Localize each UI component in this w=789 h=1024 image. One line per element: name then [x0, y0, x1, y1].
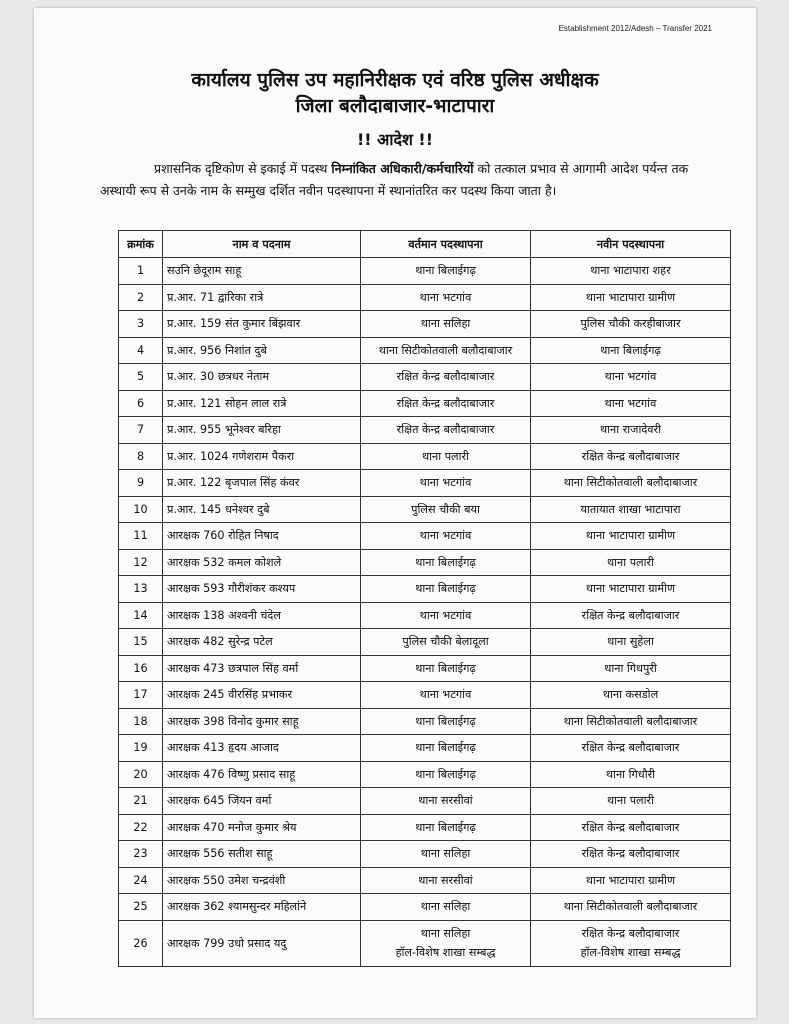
serial-cell: 12 — [119, 549, 163, 576]
table-row — [119, 284, 731, 311]
new-posting-cell: थाना बिलाईगढ़ — [531, 337, 731, 364]
table-row — [119, 390, 731, 417]
new-posting-cell: थाना गिधपुरी — [531, 655, 731, 682]
serial-cell: 19 — [119, 735, 163, 762]
new-posting-cell: थाना भाटापारा शहर — [531, 258, 731, 285]
name-cell: प्र.आर. 30 छत्रधर नेताम — [163, 364, 361, 391]
table-row — [119, 576, 731, 603]
serial-cell: 17 — [119, 682, 163, 709]
new-posting-cell: रक्षित केन्द्र बलौदाबाजार — [531, 443, 731, 470]
para-text-bold: निम्नांकित अधिकारी/कर्मचारियों — [331, 161, 474, 176]
name-cell: प्र.आर. 122 बृजपाल सिंह कंवर — [163, 470, 361, 497]
new-posting-cell: थाना पलारी — [531, 549, 731, 576]
current-posting-cell: थाना बिलाईगढ़ — [361, 735, 531, 762]
table-row — [119, 523, 731, 550]
serial-cell: 23 — [119, 841, 163, 868]
new-posting-cell: रक्षित केन्द्र बलौदाबाजार — [531, 841, 731, 868]
serial-cell: 16 — [119, 655, 163, 682]
serial-cell: 7 — [119, 417, 163, 444]
current-posting-cell: रक्षित केन्द्र बलौदाबाजार — [361, 364, 531, 391]
name-cell: आरक्षक 362 श्यामसुन्दर महिलांने — [163, 894, 361, 921]
serial-cell: 20 — [119, 761, 163, 788]
name-cell: प्र.आर. 145 धनेश्वर दुबे — [163, 496, 361, 523]
para-text-1: प्रशासनिक दृष्टिकोण से इकाई में पदस्थ — [154, 161, 332, 176]
document-page — [34, 8, 756, 1018]
table-row — [119, 417, 731, 444]
new-posting-text: रक्षित केन्द्र बलौदाबाजार — [581, 927, 680, 940]
current-posting-cell: थाना सलिहा — [361, 311, 531, 338]
name-cell: प्र.आर. 955 भूनेश्वर बरिहा — [163, 417, 361, 444]
current-posting-cell: थाना बिलाईगढ़ — [361, 576, 531, 603]
current-posting-cell: थाना सलिहा — [361, 841, 531, 868]
header-new-posting: नवीन पदस्थापना — [531, 231, 731, 258]
name-cell: आरक्षक 550 उमेश चन्द्रवंशी — [163, 867, 361, 894]
table-row — [119, 894, 731, 921]
table-row — [119, 629, 731, 656]
serial-cell: 4 — [119, 337, 163, 364]
serial-cell: 3 — [119, 311, 163, 338]
new-posting-cell: थाना भाटापारा ग्रामीण — [531, 867, 731, 894]
current-posting-cell — [361, 920, 531, 966]
table-row — [119, 258, 731, 285]
name-cell: आरक्षक 556 सतीश साहू — [163, 841, 361, 868]
name-cell: प्र.आर. 1024 गणेशराम पैकरा — [163, 443, 361, 470]
name-cell: आरक्षक 532 कमल कोशले — [163, 549, 361, 576]
current-posting-cell: थाना भटगांव — [361, 602, 531, 629]
current-posting-cell: थाना भटगांव — [361, 284, 531, 311]
new-posting-cell: थाना सिटीकोतवाली बलौदाबाजार — [531, 894, 731, 921]
office-title: कार्यालय पुलिस उप महानिरीक्षक एवं वरिष्ठ पुलिस अधीक्षक — [191, 69, 599, 91]
name-cell: सउनि छेदूराम साहू — [163, 258, 361, 285]
current-posting-cell: थाना भटगांव — [361, 682, 531, 709]
establishment-reference: Establishment 2012/Adesh – Transfer 2021 — [558, 24, 712, 33]
new-posting-cell: यातायात शाखा भाटापारा — [531, 496, 731, 523]
name-cell: प्र.आर. 159 संत कुमार बिंझवार — [163, 311, 361, 338]
new-posting-cell: थाना कसडोल — [531, 682, 731, 709]
table-row — [119, 337, 731, 364]
table-row — [119, 814, 731, 841]
header-serial: क्रमांक — [119, 231, 163, 258]
name-cell: प्र.आर. 71 द्वारिका रात्रे — [163, 284, 361, 311]
serial-cell: 25 — [119, 894, 163, 921]
new-posting-cell: रक्षित केन्द्र बलौदाबाजार — [531, 814, 731, 841]
current-posting-cell: थाना सलिहा — [361, 894, 531, 921]
table-header-row — [119, 231, 731, 258]
new-posting-cell: थाना राजादेवरी — [531, 417, 731, 444]
new-posting-cell: थाना गिधौरी — [531, 761, 731, 788]
table-row — [119, 920, 731, 966]
new-posting-cell: थाना भाटापारा ग्रामीण — [531, 284, 731, 311]
current-posting-cell: थाना पलारी — [361, 443, 531, 470]
serial-cell: 13 — [119, 576, 163, 603]
order-paragraph — [100, 158, 724, 202]
name-cell: प्र.आर. 956 निशांत दुबे — [163, 337, 361, 364]
name-cell: आरक्षक 593 गौरीशंकर कश्यप — [163, 576, 361, 603]
table-row — [119, 841, 731, 868]
serial-cell: 21 — [119, 788, 163, 815]
name-cell: आरक्षक 398 विनोद कुमार साहू — [163, 708, 361, 735]
current-posting-cell: थाना सरसीवां — [361, 788, 531, 815]
new-posting-cell: रक्षित केन्द्र बलौदाबाजार — [531, 602, 731, 629]
table-row — [119, 867, 731, 894]
table-row — [119, 682, 731, 709]
table-row — [119, 470, 731, 497]
name-cell: आरक्षक 799 उधो प्रसाद यदु — [163, 920, 361, 966]
name-cell: आरक्षक 413 हृदय आजाद — [163, 735, 361, 762]
name-cell: आरक्षक 482 सुरेन्द्र पटेल — [163, 629, 361, 656]
current-posting-cell: थाना भटगांव — [361, 523, 531, 550]
table-row — [119, 788, 731, 815]
table-row — [119, 443, 731, 470]
new-posting-cell: रक्षित केन्द्र बलौदाबाजार — [531, 735, 731, 762]
serial-cell: 10 — [119, 496, 163, 523]
header-name: नाम व पदनाम — [163, 231, 361, 258]
serial-cell: 9 — [119, 470, 163, 497]
serial-cell: 8 — [119, 443, 163, 470]
serial-cell: 18 — [119, 708, 163, 735]
current-posting-cell: थाना भटगांव — [361, 470, 531, 497]
new-posting-cell: थाना सुहेला — [531, 629, 731, 656]
table-row — [119, 708, 731, 735]
current-posting-cell: रक्षित केन्द्र बलौदाबाजार — [361, 390, 531, 417]
transfer-table — [118, 230, 731, 967]
current-posting-cell: थाना बिलाईगढ़ — [361, 655, 531, 682]
table-row — [119, 496, 731, 523]
new-posting-cell: थाना भटगांव — [531, 364, 731, 391]
serial-cell: 2 — [119, 284, 163, 311]
current-posting-note: हॉल-विशेष शाखा सम्बद्ध — [395, 946, 496, 959]
new-posting-cell: थाना सिटीकोतवाली बलौदाबाजार — [531, 708, 731, 735]
para-text-2: को तत्काल प्रभाव से आगामी आदेश पर्यन्त तक अस्थायी रूप से उनके नाम के सम्मुख दर्शित नवीन पदस्थापना में स्थानांतरित कर पदस्थ किया जाता है। — [100, 161, 689, 198]
current-posting-cell: थाना बिलाईगढ़ — [361, 549, 531, 576]
current-posting-cell: थाना सरसीवां — [361, 867, 531, 894]
new-posting-cell: थाना सिटीकोतवाली बलौदाबाजार — [531, 470, 731, 497]
new-posting-note: हॉल-विशेष शाखा सम्बद्ध — [580, 946, 681, 959]
table-row — [119, 364, 731, 391]
serial-cell: 5 — [119, 364, 163, 391]
serial-cell: 15 — [119, 629, 163, 656]
name-cell: आरक्षक 760 रोहित निषाद — [163, 523, 361, 550]
current-posting-text: थाना सलिहा — [420, 927, 471, 940]
new-posting-cell — [531, 920, 731, 966]
serial-cell: 24 — [119, 867, 163, 894]
name-cell: आरक्षक 473 छत्रपाल सिंह वर्मा — [163, 655, 361, 682]
serial-cell: 14 — [119, 602, 163, 629]
table-row — [119, 761, 731, 788]
name-cell: आरक्षक 138 अश्वनी चंदेल — [163, 602, 361, 629]
name-cell: आरक्षक 645 जियन वर्मा — [163, 788, 361, 815]
serial-cell: 22 — [119, 814, 163, 841]
new-posting-cell: थाना भाटापारा ग्रामीण — [531, 576, 731, 603]
new-posting-cell: थाना पलारी — [531, 788, 731, 815]
serial-cell: 26 — [119, 920, 163, 966]
current-posting-cell: थाना बिलाईगढ़ — [361, 708, 531, 735]
table-row — [119, 735, 731, 762]
new-posting-cell: थाना भाटापारा ग्रामीण — [531, 523, 731, 550]
name-cell: आरक्षक 470 मनोज कुमार श्रेय — [163, 814, 361, 841]
serial-cell: 11 — [119, 523, 163, 550]
current-posting-cell: थाना बिलाईगढ़ — [361, 258, 531, 285]
name-cell: आरक्षक 476 विष्णु प्रसाद साहू — [163, 761, 361, 788]
table-row — [119, 602, 731, 629]
header-current-posting: वर्तमान पदस्थापना — [361, 231, 531, 258]
order-heading: !! आदेश !! — [356, 130, 434, 149]
current-posting-cell: पुलिस चौकी बया — [361, 496, 531, 523]
current-posting-cell: पुलिस चौकी बेलादूला — [361, 629, 531, 656]
new-posting-cell: थाना भटगांव — [531, 390, 731, 417]
table-row — [119, 311, 731, 338]
current-posting-cell: थाना बिलाईगढ़ — [361, 761, 531, 788]
current-posting-cell: थाना बिलाईगढ़ — [361, 814, 531, 841]
serial-cell: 6 — [119, 390, 163, 417]
table-row — [119, 549, 731, 576]
current-posting-cell: रक्षित केन्द्र बलौदाबाजार — [361, 417, 531, 444]
current-posting-cell: थाना सिटीकोतवाली बलौदाबाजार — [361, 337, 531, 364]
name-cell: आरक्षक 245 वीरसिंह प्रभाकर — [163, 682, 361, 709]
table-row — [119, 655, 731, 682]
serial-cell: 1 — [119, 258, 163, 285]
new-posting-cell: पुलिस चौकी करहीबाजार — [531, 311, 731, 338]
district-title: जिला बलौदाबाजार-भाटापारा — [295, 95, 495, 117]
name-cell: प्र.आर. 121 सोहन लाल रात्रे — [163, 390, 361, 417]
